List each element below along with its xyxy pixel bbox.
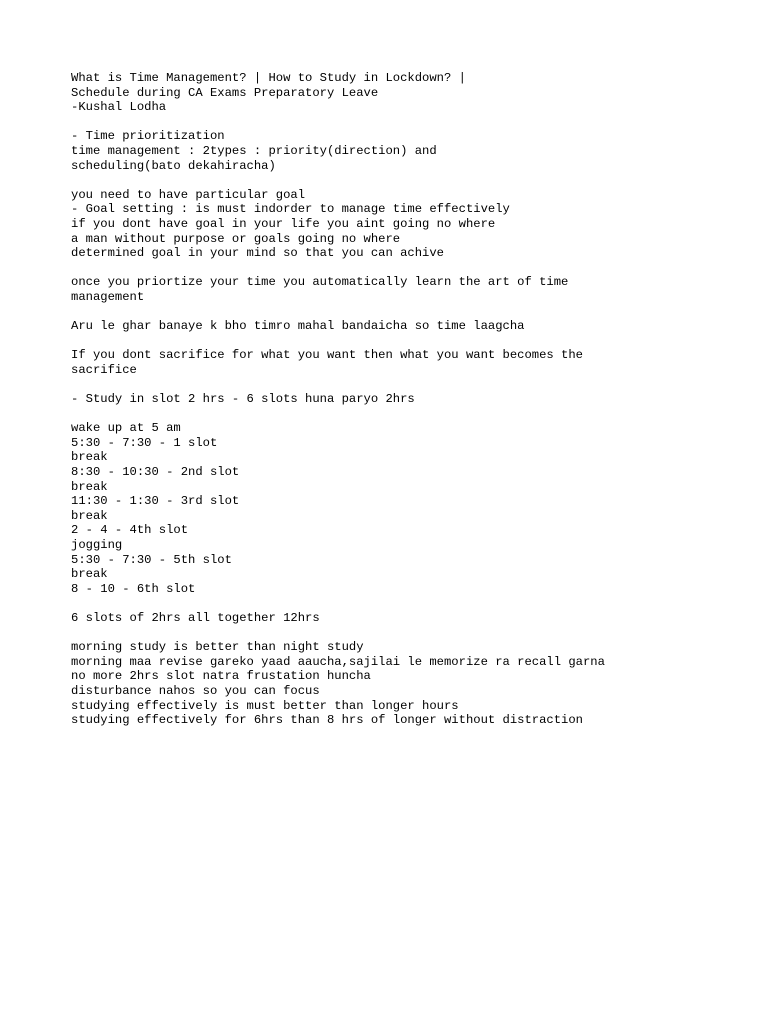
- schedule-line: break: [71, 567, 108, 582]
- text-line: time management : 2types : priority(direction) and: [71, 143, 437, 158]
- text-line: you need to have particular goal: [71, 187, 306, 202]
- schedule-block: [71, 421, 751, 596]
- schedule-line: 11:30 - 1:30 - 3rd slot: [71, 494, 240, 509]
- paragraph-gap: [71, 115, 751, 130]
- text-line: if you dont have goal in your life you aint going no where: [71, 216, 496, 231]
- title-line-2: Schedule during CA Exams Preparatory Leave: [71, 85, 379, 100]
- paragraph-gap: [71, 173, 751, 188]
- paragraph-gap: [71, 334, 751, 349]
- text-line: Aru le ghar banaye k bho timro mahal bandaicha so time laagcha: [71, 319, 525, 334]
- goal-block: [71, 188, 751, 261]
- text-line: studying effectively for 6hrs than 8 hrs of longer without distraction: [71, 713, 583, 728]
- paragraph-gap: [71, 377, 751, 392]
- text-line: scheduling(bato dekahiracha): [71, 158, 276, 173]
- paragraph-gap: [71, 261, 751, 276]
- text-line: disturbance nahos so you can focus: [71, 683, 320, 698]
- text-line: a man without purpose or goals going no where: [71, 231, 401, 246]
- schedule-line: break: [71, 508, 108, 523]
- text-line: If you dont sacrifice for what you want then what you want becomes the: [71, 348, 583, 363]
- text-line: morning maa revise gareko yaad aaucha,sajilai le memorize ra recall garna: [71, 654, 605, 669]
- schedule-line: 8 - 10 - 6th slot: [71, 581, 196, 596]
- slots-intro-block: [71, 392, 751, 407]
- prioritize-block: [71, 275, 751, 304]
- schedule-line: break: [71, 450, 108, 465]
- sacrifice-block: [71, 348, 751, 377]
- title-line-1: What is Time Management? | How to Study in Lockdown? |: [71, 71, 466, 85]
- schedule-line: 5:30 - 7:30 - 1 slot: [71, 435, 218, 450]
- author-line: -Kushal Lodha: [71, 100, 167, 115]
- quote-block: [71, 319, 751, 334]
- text-line: sacrifice: [71, 362, 137, 377]
- paragraph-gap: [71, 626, 751, 641]
- text-line: - Time prioritization: [71, 129, 225, 144]
- text-line: once you priortize your time you automatically learn the art of time: [71, 275, 569, 290]
- text-line: 6 slots of 2hrs all together 12hrs: [71, 610, 320, 625]
- prioritization-block: [71, 129, 751, 173]
- morning-block: [71, 640, 751, 728]
- schedule-line: jogging: [71, 538, 123, 552]
- schedule-line: 8:30 - 10:30 - 2nd slot: [71, 465, 240, 480]
- paragraph-gap: [71, 596, 751, 611]
- text-line: management: [71, 289, 145, 304]
- text-line: studying effectively is must better than longer hours: [71, 698, 459, 713]
- header-block: [71, 71, 751, 115]
- paragraph-gap: [71, 305, 751, 320]
- document-page: [71, 71, 751, 728]
- text-line: no more 2hrs slot natra frustation huncha: [71, 669, 371, 684]
- total-block: [71, 611, 751, 626]
- text-line: - Goal setting : is must indorder to manage time effectively: [71, 202, 510, 217]
- schedule-line: 5:30 - 7:30 - 5th slot: [71, 552, 232, 567]
- text-line: morning study is better than night study: [71, 640, 364, 655]
- paragraph-gap: [71, 407, 751, 422]
- text-line: determined goal in your mind so that you can achive: [71, 246, 444, 261]
- schedule-line: break: [71, 479, 108, 494]
- schedule-line: wake up at 5 am: [71, 421, 181, 436]
- schedule-line: 2 - 4 - 4th slot: [71, 523, 189, 538]
- text-line: - Study in slot 2 hrs - 6 slots huna paryo 2hrs: [71, 392, 415, 407]
